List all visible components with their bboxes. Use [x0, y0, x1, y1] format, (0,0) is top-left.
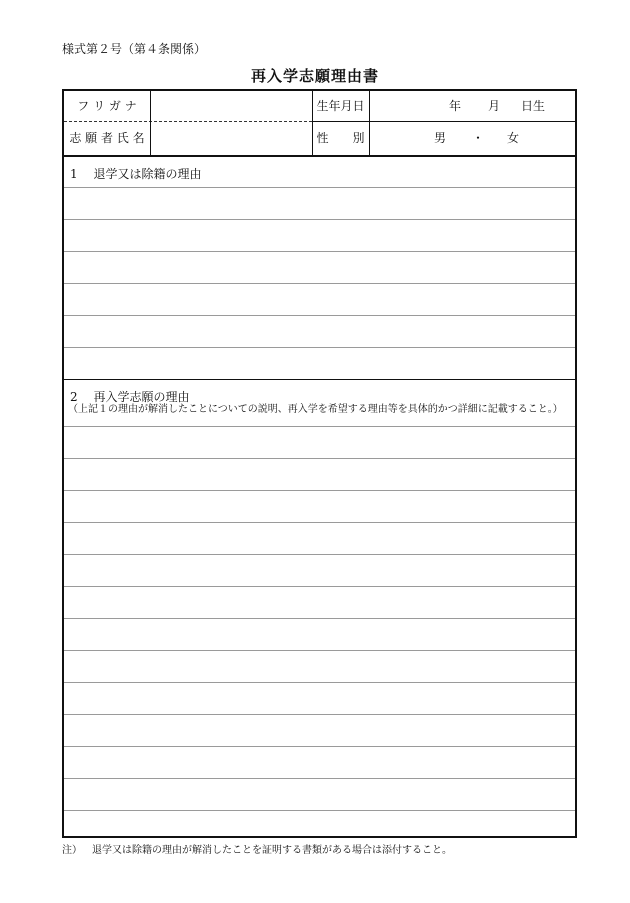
furigana-label: フ リ ガ ナ [77, 99, 137, 113]
footnote-label: 注） [62, 845, 82, 856]
birth-day-unit: 日生 [521, 99, 546, 113]
gender-male-option[interactable]: 男 [434, 131, 447, 145]
applicant-name-field[interactable] [150, 122, 312, 155]
gender-female-option[interactable]: 女 [507, 131, 520, 145]
form-number: 様式第２号（第４条関係） [62, 42, 207, 56]
applicant-name-label: 志 願 者 氏 名 [69, 131, 145, 145]
section2-heading [70, 390, 189, 404]
section2-title: 再入学志願の理由 [93, 390, 190, 404]
section1-writing-area[interactable] [64, 187, 575, 379]
section1-title: 退学又は除籍の理由 [93, 167, 202, 181]
section2-writing-area[interactable] [64, 426, 575, 836]
form-frame [62, 89, 577, 838]
row-divider [312, 121, 575, 122]
page-title: 再入学志願理由書 [250, 67, 379, 85]
birth-date-label: 生年月日 [316, 99, 365, 113]
birth-year-unit: 年 [449, 99, 462, 113]
footnote [62, 841, 452, 856]
header-bottom-border [64, 155, 575, 157]
right-label-divider [369, 91, 370, 155]
section1-number: 1 [70, 167, 78, 181]
gender-label: 性 別 [316, 131, 365, 145]
gender-separator: ・ [472, 131, 485, 145]
section2-number: 2 [70, 390, 78, 404]
section1-heading [70, 167, 201, 181]
furigana-field[interactable] [150, 91, 312, 121]
birth-month-unit: 月 [488, 99, 501, 113]
section2-instruction: （上記１の理由が解消したことについての説明、再入学を希望する理由等を具体的かつ詳細に記載すること。） [68, 404, 563, 415]
section-divider [64, 379, 575, 380]
footnote-text: 退学又は除籍の理由が解消したことを証明する書類がある場合は添付すること。 [92, 845, 452, 856]
